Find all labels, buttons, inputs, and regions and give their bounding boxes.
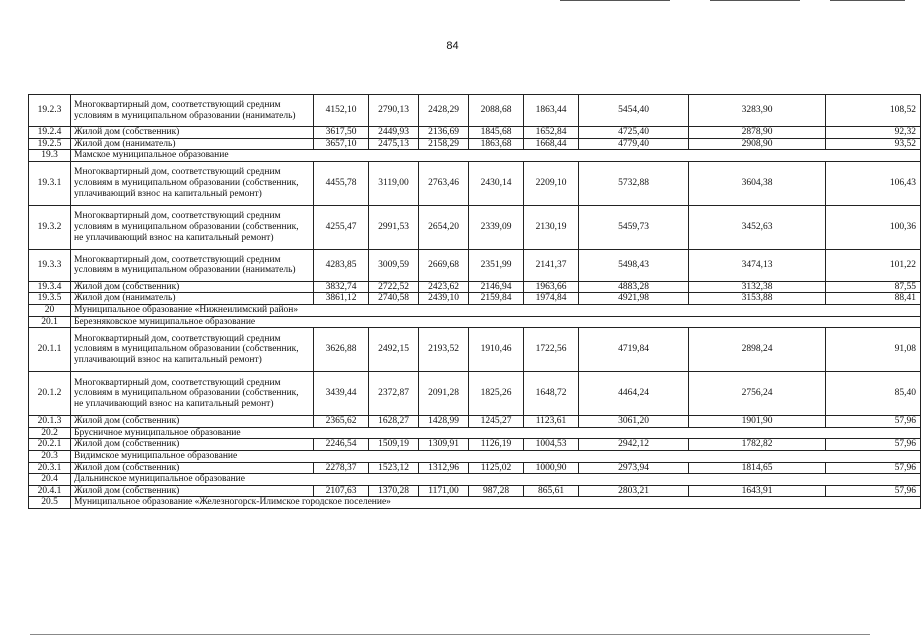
value-cell-2: 2722,52 xyxy=(369,281,419,293)
value-cell-5: 1652,84 xyxy=(524,127,579,139)
value-cell-6: 4779,40 xyxy=(579,138,689,150)
value-cell-3: 2423,62 xyxy=(419,281,469,293)
value-cell-6: 5454,40 xyxy=(579,95,689,127)
row-code: 19.3 xyxy=(29,150,71,162)
value-cell-7: 1901,90 xyxy=(689,416,826,428)
row-description: Жилой дом (собственник) xyxy=(71,416,314,428)
row-description: Многоквартирный дом, соответствующий средним условиям в муниципальном образовании (собственник, не уплачивающий взнос на капитальный ремонт) xyxy=(71,372,314,416)
section-title: Муниципальное образование «Железногорск-Илимское городское поселение» xyxy=(71,497,921,509)
row-code: 20.1.3 xyxy=(29,416,71,428)
value-cell-3: 1309,91 xyxy=(419,439,469,451)
row-description: Жилой дом (собственник) xyxy=(71,439,314,451)
value-cell-7: 2878,90 xyxy=(689,127,826,139)
value-cell-2: 1628,27 xyxy=(369,416,419,428)
value-cell-5: 2130,19 xyxy=(524,205,579,249)
value-cell-6: 2942,12 xyxy=(579,439,689,451)
value-cell-5: 1863,44 xyxy=(524,95,579,127)
value-cell-8: 92,32 xyxy=(826,127,921,139)
value-cell-2: 2790,13 xyxy=(369,95,419,127)
value-cell-8: 87,55 xyxy=(826,281,921,293)
row-code: 20.3 xyxy=(29,450,71,462)
row-code: 20.3.1 xyxy=(29,462,71,474)
table-row xyxy=(29,293,921,305)
value-cell-7: 1643,91 xyxy=(689,485,826,497)
row-code: 19.3.4 xyxy=(29,281,71,293)
top-edge-lines xyxy=(560,0,905,2)
value-cell-6: 4725,40 xyxy=(579,127,689,139)
row-code: 19.2.3 xyxy=(29,95,71,127)
row-code: 19.3.1 xyxy=(29,161,71,205)
value-cell-5: 1648,72 xyxy=(524,372,579,416)
section-row xyxy=(29,316,921,328)
table-row xyxy=(29,281,921,293)
value-cell-3: 2669,68 xyxy=(419,249,469,281)
section-row xyxy=(29,304,921,316)
value-cell-3: 2091,28 xyxy=(419,372,469,416)
value-cell-8: 108,52 xyxy=(826,95,921,127)
value-cell-2: 1509,19 xyxy=(369,439,419,451)
row-code: 20 xyxy=(29,304,71,316)
value-cell-5: 1123,61 xyxy=(524,416,579,428)
value-cell-4: 1863,68 xyxy=(469,138,524,150)
value-cell-2: 2740,58 xyxy=(369,293,419,305)
value-cell-4: 2088,68 xyxy=(469,95,524,127)
value-cell-1: 2278,37 xyxy=(314,462,369,474)
value-cell-5: 1668,44 xyxy=(524,138,579,150)
row-code: 19.3.5 xyxy=(29,293,71,305)
value-cell-7: 3153,88 xyxy=(689,293,826,305)
value-cell-8: 101,22 xyxy=(826,249,921,281)
value-cell-7: 3132,38 xyxy=(689,281,826,293)
value-cell-4: 1825,26 xyxy=(469,372,524,416)
value-cell-1: 2246,54 xyxy=(314,439,369,451)
value-cell-2: 2449,93 xyxy=(369,127,419,139)
value-cell-6: 4464,24 xyxy=(579,372,689,416)
value-cell-4: 1910,46 xyxy=(469,328,524,372)
row-description: Жилой дом (собственник) xyxy=(71,281,314,293)
value-cell-1: 3832,74 xyxy=(314,281,369,293)
value-cell-7: 3474,13 xyxy=(689,249,826,281)
table-row xyxy=(29,372,921,416)
value-cell-8: 88,41 xyxy=(826,293,921,305)
value-cell-5: 1974,84 xyxy=(524,293,579,305)
value-cell-8: 57,96 xyxy=(826,416,921,428)
value-cell-2: 2492,15 xyxy=(369,328,419,372)
value-cell-3: 2428,29 xyxy=(419,95,469,127)
table-row xyxy=(29,439,921,451)
bottom-rule xyxy=(30,634,870,635)
value-cell-5: 1004,53 xyxy=(524,439,579,451)
row-code: 19.2.4 xyxy=(29,127,71,139)
row-code: 20.5 xyxy=(29,497,71,509)
row-description: Многоквартирный дом, соответствующий средним условиям в муниципальном образовании (наниматель) xyxy=(71,249,314,281)
value-cell-4: 2430,14 xyxy=(469,161,524,205)
row-description: Многоквартирный дом, соответствующий средним условиям в муниципальном образовании (наниматель) xyxy=(71,95,314,127)
row-code: 20.4 xyxy=(29,474,71,486)
value-cell-6: 5498,43 xyxy=(579,249,689,281)
value-cell-4: 987,28 xyxy=(469,485,524,497)
value-cell-2: 1370,28 xyxy=(369,485,419,497)
value-cell-3: 2136,69 xyxy=(419,127,469,139)
value-cell-8: 106,43 xyxy=(826,161,921,205)
value-cell-3: 1171,00 xyxy=(419,485,469,497)
value-cell-4: 1245,27 xyxy=(469,416,524,428)
value-cell-4: 2339,09 xyxy=(469,205,524,249)
value-cell-3: 1312,96 xyxy=(419,462,469,474)
value-cell-8: 85,40 xyxy=(826,372,921,416)
value-cell-1: 3626,88 xyxy=(314,328,369,372)
row-code: 19.3.2 xyxy=(29,205,71,249)
value-cell-7: 3604,38 xyxy=(689,161,826,205)
section-row xyxy=(29,450,921,462)
row-code: 20.1 xyxy=(29,316,71,328)
value-cell-4: 2159,84 xyxy=(469,293,524,305)
row-code: 19.2.5 xyxy=(29,138,71,150)
value-cell-1: 3617,50 xyxy=(314,127,369,139)
table-row xyxy=(29,205,921,249)
section-row xyxy=(29,150,921,162)
value-cell-6: 5459,73 xyxy=(579,205,689,249)
table-row xyxy=(29,138,921,150)
section-title: Брусничное муниципальное образование xyxy=(71,427,921,439)
value-cell-5: 1963,66 xyxy=(524,281,579,293)
row-code: 20.1.1 xyxy=(29,328,71,372)
value-cell-3: 2439,10 xyxy=(419,293,469,305)
table-row xyxy=(29,416,921,428)
section-row xyxy=(29,497,921,509)
value-cell-5: 865,61 xyxy=(524,485,579,497)
value-cell-8: 57,96 xyxy=(826,485,921,497)
row-description: Жилой дом (наниматель) xyxy=(71,138,314,150)
section-title: Муниципальное образование «Нижнеилимский район» xyxy=(71,304,921,316)
section-row xyxy=(29,474,921,486)
value-cell-6: 2973,94 xyxy=(579,462,689,474)
row-description: Жилой дом (собственник) xyxy=(71,485,314,497)
value-cell-7: 3452,63 xyxy=(689,205,826,249)
value-cell-6: 5732,88 xyxy=(579,161,689,205)
value-cell-2: 1523,12 xyxy=(369,462,419,474)
value-cell-4: 2351,99 xyxy=(469,249,524,281)
value-cell-1: 3439,44 xyxy=(314,372,369,416)
table-row xyxy=(29,249,921,281)
value-cell-8: 57,96 xyxy=(826,439,921,451)
section-row xyxy=(29,427,921,439)
table-row xyxy=(29,161,921,205)
value-cell-1: 4455,78 xyxy=(314,161,369,205)
value-cell-1: 4255,47 xyxy=(314,205,369,249)
section-title: Мамское муниципальное образование xyxy=(71,150,921,162)
value-cell-6: 4719,84 xyxy=(579,328,689,372)
value-cell-1: 3861,12 xyxy=(314,293,369,305)
value-cell-7: 1814,65 xyxy=(689,462,826,474)
row-code: 20.2 xyxy=(29,427,71,439)
value-cell-7: 2898,24 xyxy=(689,328,826,372)
row-description: Многоквартирный дом, соответствующий средним условиям в муниципальном образовании (собственник, не уплачивающий взнос на капитальный ремонт) xyxy=(71,205,314,249)
value-cell-7: 2908,90 xyxy=(689,138,826,150)
row-code: 20.2.1 xyxy=(29,439,71,451)
value-cell-6: 2803,21 xyxy=(579,485,689,497)
table-row xyxy=(29,95,921,127)
table-row xyxy=(29,127,921,139)
value-cell-1: 4283,85 xyxy=(314,249,369,281)
section-title: Березняковское муниципальное образование xyxy=(71,316,921,328)
value-cell-4: 2146,94 xyxy=(469,281,524,293)
row-code: 20.4.1 xyxy=(29,485,71,497)
value-cell-3: 1428,99 xyxy=(419,416,469,428)
tariff-table xyxy=(28,94,921,509)
value-cell-5: 2141,37 xyxy=(524,249,579,281)
value-cell-6: 3061,20 xyxy=(579,416,689,428)
row-code: 20.1.2 xyxy=(29,372,71,416)
value-cell-5: 2209,10 xyxy=(524,161,579,205)
table-row xyxy=(29,328,921,372)
value-cell-2: 2372,87 xyxy=(369,372,419,416)
value-cell-1: 4152,10 xyxy=(314,95,369,127)
table-row xyxy=(29,462,921,474)
row-description: Многоквартирный дом, соответствующий средним условиям в муниципальном образовании (собственник, уплачивающий взнос на капитальный ремонт) xyxy=(71,328,314,372)
value-cell-7: 1782,82 xyxy=(689,439,826,451)
row-description: Жилой дом (наниматель) xyxy=(71,293,314,305)
value-cell-6: 4883,28 xyxy=(579,281,689,293)
page-number: 84 xyxy=(446,40,459,52)
value-cell-7: 2756,24 xyxy=(689,372,826,416)
value-cell-4: 1126,19 xyxy=(469,439,524,451)
value-cell-3: 2193,52 xyxy=(419,328,469,372)
row-description: Жилой дом (собственник) xyxy=(71,462,314,474)
row-code: 19.3.3 xyxy=(29,249,71,281)
value-cell-8: 91,08 xyxy=(826,328,921,372)
value-cell-4: 1125,02 xyxy=(469,462,524,474)
value-cell-5: 1722,56 xyxy=(524,328,579,372)
row-description: Многоквартирный дом, соответствующий средним условиям в муниципальном образовании (собственник, уплачивающий взнос на капитальный ремонт) xyxy=(71,161,314,205)
value-cell-3: 2158,29 xyxy=(419,138,469,150)
value-cell-8: 93,52 xyxy=(826,138,921,150)
value-cell-8: 57,96 xyxy=(826,462,921,474)
value-cell-6: 4921,98 xyxy=(579,293,689,305)
value-cell-1: 2365,62 xyxy=(314,416,369,428)
row-description: Жилой дом (собственник) xyxy=(71,127,314,139)
value-cell-2: 2991,53 xyxy=(369,205,419,249)
value-cell-3: 2763,46 xyxy=(419,161,469,205)
value-cell-4: 1845,68 xyxy=(469,127,524,139)
value-cell-8: 100,36 xyxy=(826,205,921,249)
value-cell-2: 3119,00 xyxy=(369,161,419,205)
section-title: Дальнинское муниципальное образование xyxy=(71,474,921,486)
value-cell-2: 2475,13 xyxy=(369,138,419,150)
value-cell-3: 2654,20 xyxy=(419,205,469,249)
table-row xyxy=(29,485,921,497)
value-cell-1: 2107,63 xyxy=(314,485,369,497)
table-body xyxy=(29,95,921,509)
section-title: Видимское муниципальное образование xyxy=(71,450,921,462)
value-cell-5: 1000,90 xyxy=(524,462,579,474)
value-cell-2: 3009,59 xyxy=(369,249,419,281)
value-cell-1: 3657,10 xyxy=(314,138,369,150)
value-cell-7: 3283,90 xyxy=(689,95,826,127)
